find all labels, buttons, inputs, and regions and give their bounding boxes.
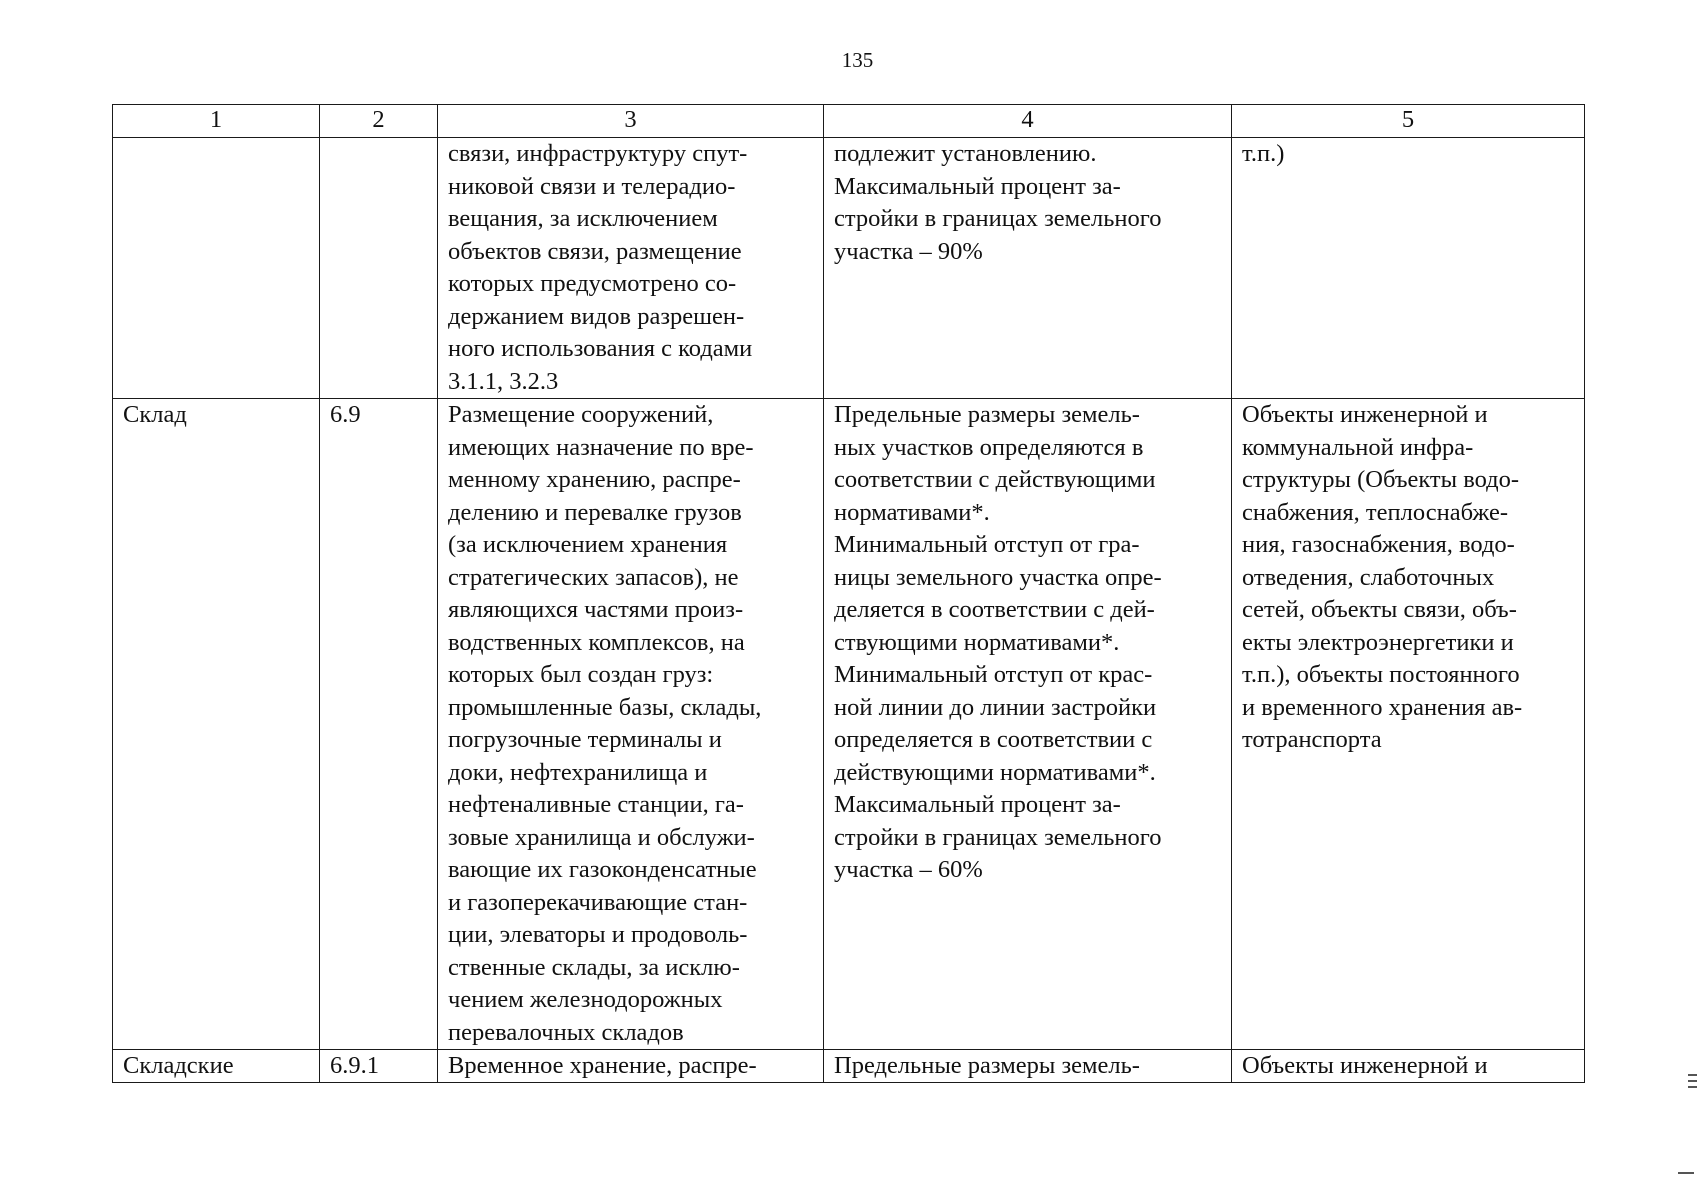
column-header-3: 3 [438,105,824,138]
column-header-2: 2 [320,105,438,138]
cell-parameters: подлежит установлению. Максимальный процент за- стройки в границах земельного участка – 90% [824,138,1232,399]
scan-edge-mark [1688,1086,1697,1088]
cell-use-code: 6.9.1 [320,1050,438,1083]
cell-use-name: Склад [113,399,320,1050]
scan-edge-mark [1688,1074,1697,1076]
cell-parameters: Предельные размеры земель- [824,1050,1232,1083]
table-row [113,399,1585,1050]
cell-use-code: 6.9 [320,399,438,1050]
header-row [113,105,1585,138]
cell-use-description: Размещение сооружений, имеющих назначение по вре- менному хранению, распре- делению и перевалке грузов (за исключением хранения стратегических запасов), не являющихся частями произ- водственных комплексов, на которых был создан груз: промышленные базы, склады, погрузочные терминалы и доки, нефтехранилища и нефтеналивные станции, га- зовые хранилища и обслужи- вающие их газоконденсатные и газоперекачивающие стан- ции, элеваторы и продоволь- ственные склады, за исклю- чением железнодорожных перевалочных складов [438,399,824,1050]
column-header-1: 1 [113,105,320,138]
page-number: 135 [841,48,874,72]
cell-auxiliary-uses: Объекты инженерной и коммунальной инфра- структуры (Объекты водо- снабжения, теплоснабже- ния, газоснабжения, водо- отведения, слаботочных сетей, объекты связи, объ- екты электроэнергетики и т.п.), объекты постоянного и временного хранения ав- тотранспорта [1232,399,1585,1050]
scan-edge-mark [1688,1080,1697,1082]
cell-auxiliary-uses: Объекты инженерной и [1232,1050,1585,1083]
cell-use-description: Временное хранение, распре- [438,1050,824,1083]
cell-use-code [320,138,438,399]
scan-edge-mark [1678,1172,1694,1174]
cell-parameters: Предельные размеры земель- ных участков определяются в соответствии с действующими нормативами*. Минимальный отступ от гра- ницы земельного участка опре- деляется в соответствии с дей- ствующими нормативами*. Минимальный отступ от крас- ной линии до линии застройки определяется в соответствии с действующими нормативами*. Максимальный процент за- стройки в границах земельного участка – 60% [824,399,1232,1050]
table-row [113,138,1585,399]
cell-use-name [113,138,320,399]
table-row [113,1050,1585,1083]
cell-use-name: Складские [113,1050,320,1083]
column-header-5: 5 [1232,105,1585,138]
column-header-4: 4 [824,105,1232,138]
cell-use-description: связи, инфраструктуру спут- никовой связи и телерадио- вещания, за исключением объектов связи, размещение которых предусмотрено со- держанием видов разрешен- ного использования с кодами 3.1.1, 3.2.3 [438,138,824,399]
cell-auxiliary-uses: т.п.) [1232,138,1585,399]
land-use-table [112,104,1585,1083]
